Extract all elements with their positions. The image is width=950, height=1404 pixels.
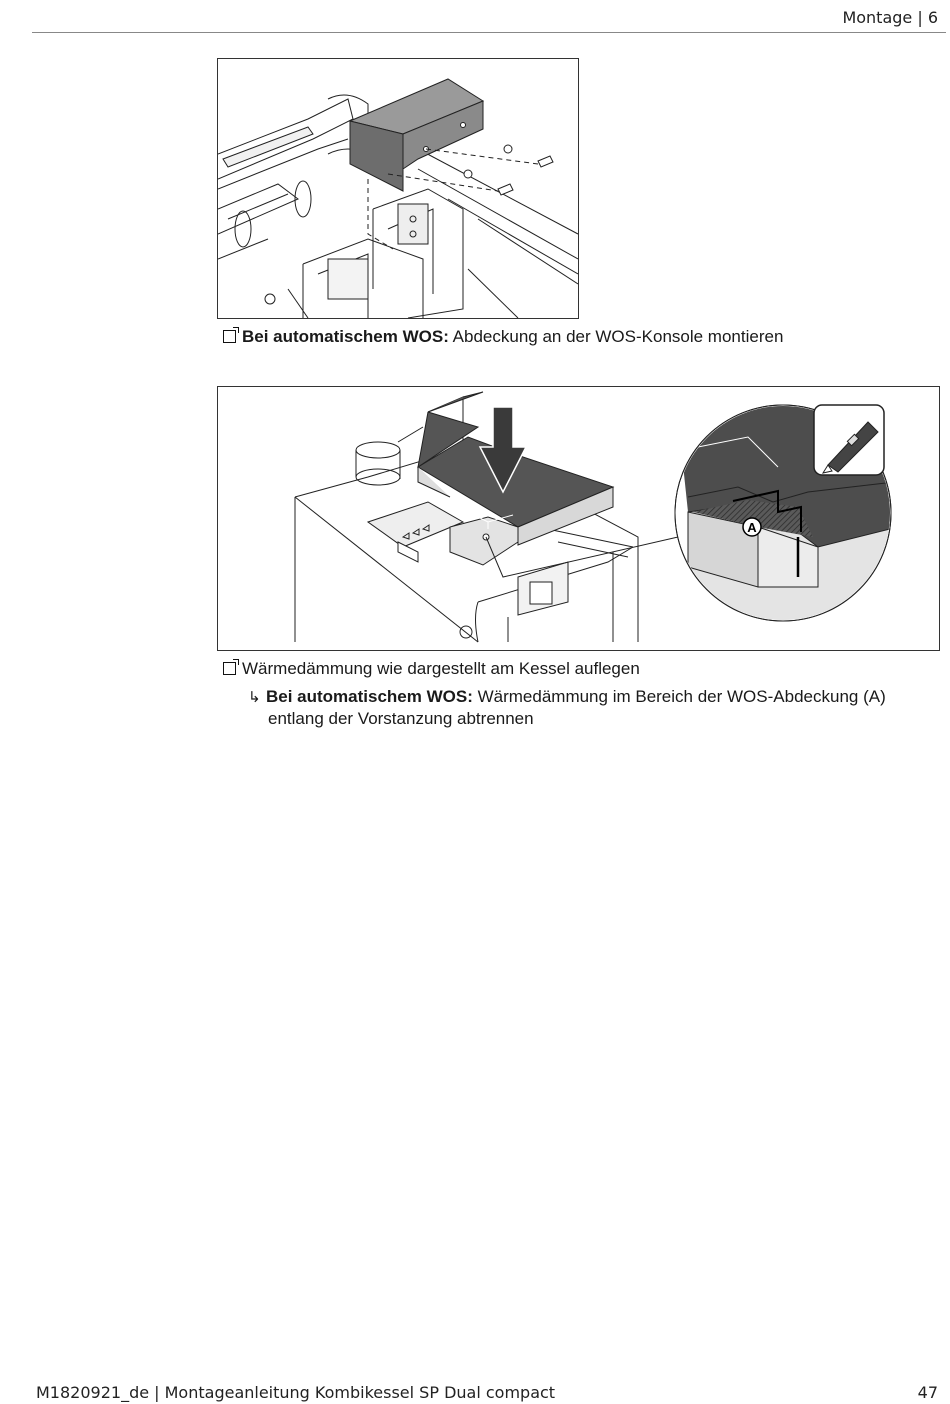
header-divider — [32, 32, 946, 33]
wos-cover-drawing — [218, 59, 578, 318]
step-text: Wärmedämmung wie dargestellt am Kessel auflegen — [242, 659, 640, 678]
instruction-step-mount-cover — [223, 326, 783, 347]
footer-page-number: 47 — [917, 1383, 938, 1402]
illustration-wos-cover-mounting — [217, 58, 579, 319]
result-arrow-icon: ↳ — [248, 688, 261, 706]
instruction-step-place-insulation — [223, 658, 640, 679]
result-condition-label: Bei automatischem WOS: — [266, 687, 473, 706]
insulation-drawing — [218, 387, 939, 650]
result-text-line1: Wärmedämmung im Bereich der WOS-Abdeckung (A) — [472, 687, 886, 706]
step-checkbox-icon — [223, 330, 236, 343]
illustration-insulation-placement — [217, 386, 940, 651]
result-note-cut-insulation — [248, 686, 938, 729]
footer-document-title: M1820921_de | Montageanleitung Kombikessel SP Dual compact — [36, 1383, 556, 1402]
running-header: Montage | 6 — [842, 8, 938, 27]
step-text: Abdeckung an der WOS-Konsole montieren — [448, 327, 784, 346]
step-condition-label: Bei automatischem WOS: — [242, 327, 449, 346]
step-checkbox-icon — [223, 662, 236, 675]
callout-label-a: A — [747, 520, 757, 535]
result-text-line2: entlang der Vorstanzung abtrennen — [268, 709, 534, 728]
